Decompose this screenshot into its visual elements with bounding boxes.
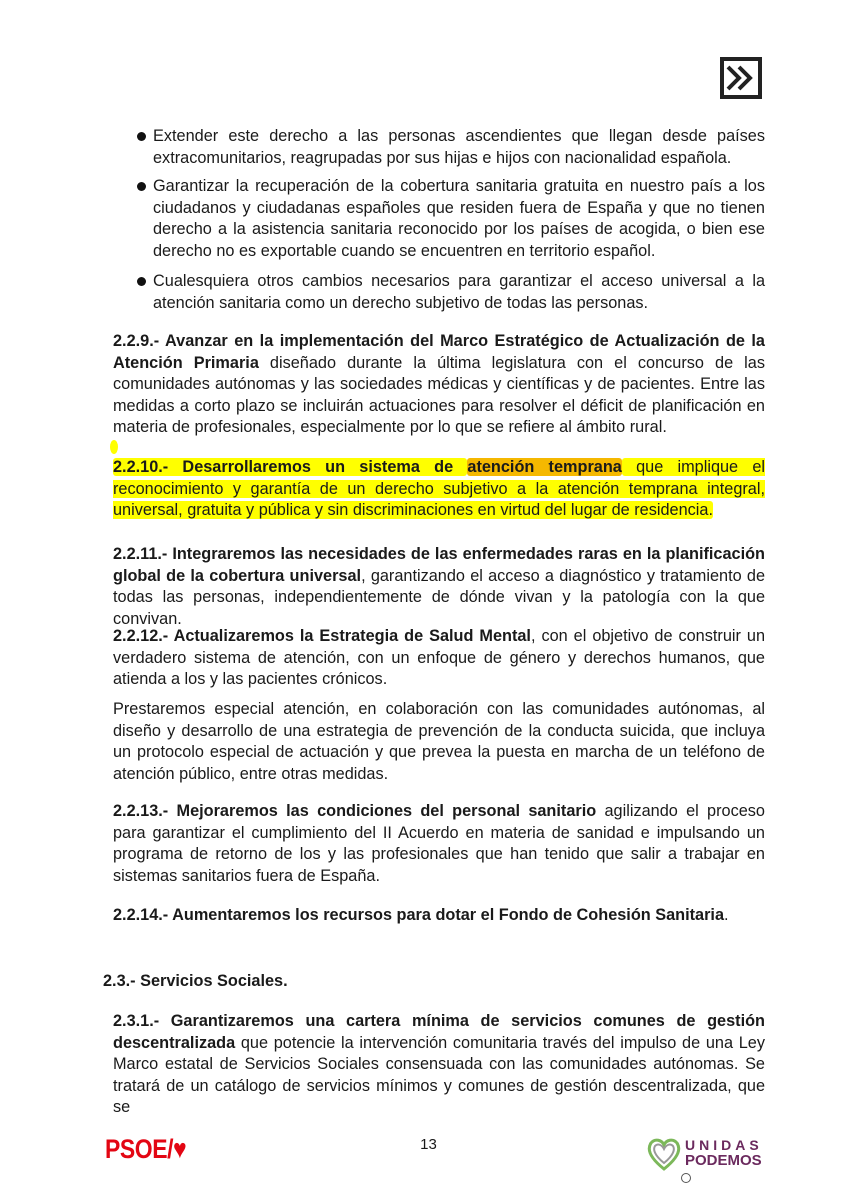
bullet-icon xyxy=(137,277,146,286)
bold-text: 2.2.14.- Aumentaremos los recursos para dotar el Fondo de Cohesión Sanitaria xyxy=(113,906,725,924)
paragraph xyxy=(113,699,765,785)
paragraph xyxy=(113,457,765,522)
paragraph xyxy=(113,544,765,630)
paragraph xyxy=(113,626,765,691)
partner-logo-icon xyxy=(681,1173,691,1183)
text: que implique el reconocimiento y garantía de un derecho subjetivo a la atención temprana integral, universal, gratuita y pública y sin discriminaciones en virtud del lugar de residencia. xyxy=(113,458,766,520)
text: Prestaremos especial atención, en colaboración con las comunidades autónomas, al diseño y desarrollo de una estrategia de prevención de la conducta suicida, que incluya un protocolo especial de actuación y que prevea la puesta en marcha de un teléfono de atención público, entre otras medidas. xyxy=(113,700,765,783)
paragraph xyxy=(113,801,765,887)
bold-text: 2.2.11.- Integraremos las necesidades de las enfermedades raras en la planificación global de la cobertura universal xyxy=(113,545,765,585)
bullet-icon xyxy=(137,182,146,191)
bullet-item xyxy=(153,176,765,262)
bold-text: 2.2.12.- Actualizaremos la Estrategia de Salud Mental xyxy=(113,627,531,645)
heart-logo-icon xyxy=(645,1135,683,1173)
bold-text: 2.3.1.- Garantizaremos una cartera mínima de servicios comunes de gestión descentralizada xyxy=(113,1012,765,1052)
bold-text: atención temprana xyxy=(467,458,622,476)
bold-text: 2.2.13.- Mejoraremos las condiciones del personal sanitario xyxy=(113,802,597,820)
fast-forward-icon xyxy=(720,57,762,99)
paragraph xyxy=(113,1011,765,1119)
text: Cualesquiera otros cambios necesarios para garantizar el acceso universal a la atención sanitaria como un derecho subjetivo de todas las personas. xyxy=(153,272,765,312)
bold-text: 2.2.10.- Desarrollaremos un sistema de xyxy=(113,458,468,476)
logo-text-podemos: PODEMOS xyxy=(685,1152,762,1169)
unidas-podemos-logo xyxy=(645,1135,770,1185)
psoe-logo: PSOE/♥ xyxy=(105,1134,187,1164)
text: Extender este derecho a las personas ascendientes que llegan desde países extracomunitarios, reagrupadas por sus hijas e hijos con nacionalidad española. xyxy=(153,127,765,167)
text: , con el objetivo de construir un verdadero sistema de atención, con un enfoque de género y derechos humanos, que atienda a los y las pacientes crónicos. xyxy=(113,627,765,689)
text: que potencie la intervención comunitaria través del impulso de una Ley Marco estatal de Servicios Sociales consensuada con las comunidades autónomas. Se tratará de un catálogo de servicios mínimos y comunes de gestión descentralizada, que se xyxy=(113,1033,765,1117)
bullet-item xyxy=(153,271,765,314)
text: agilizando el proceso para garantizar el cumplimiento del II Acuerdo en materia de sanidad e impulsando un programa de retorno de los y las profesionales que han tenido que salir a trabajar en sistemas sanitarios fuera de España. xyxy=(113,802,765,885)
bold-text: 2.3.- Servicios Sociales. xyxy=(103,972,288,990)
section-heading xyxy=(103,971,755,993)
text: diseñado durante la última legislatura con el concurso de las comunidades autónomas y las sociedades médicas y científicas y de pacientes. Entre las medidas a corto plazo se incluirán actuaciones para resolver el déficit de planificación en materia de profesionales, especialmente por lo que se refiere al ámbito rural. xyxy=(113,353,765,437)
bold-text: 2.2.9.- Avanzar en la implementación del Marco Estratégico de Actualización de la Atención Primaria xyxy=(113,332,765,372)
paragraph xyxy=(113,905,765,927)
text: , garantizando el acceso a diagnóstico y tratamiento de todas las personas, independientemente de dónde vivan y la patología con la que convivan. xyxy=(113,566,766,628)
bullet-icon xyxy=(137,132,146,141)
text: . xyxy=(724,906,729,924)
paragraph xyxy=(113,331,765,439)
bullet-item xyxy=(153,126,765,169)
page-number: 13 xyxy=(420,1136,437,1153)
logo-text-unidas: UNIDAS xyxy=(685,1137,763,1153)
text: Garantizar la recuperación de la cobertura sanitaria gratuita en nuestro país a los ciudadanos y ciudadanas españoles que residen fuera de España y que no tienen derecho a la asistencia sanitaria reconocido por los países de acogida, o bien ese derecho no es exportable cuando se encuentren en territorio español. xyxy=(153,177,765,260)
highlight-mark xyxy=(110,440,118,454)
